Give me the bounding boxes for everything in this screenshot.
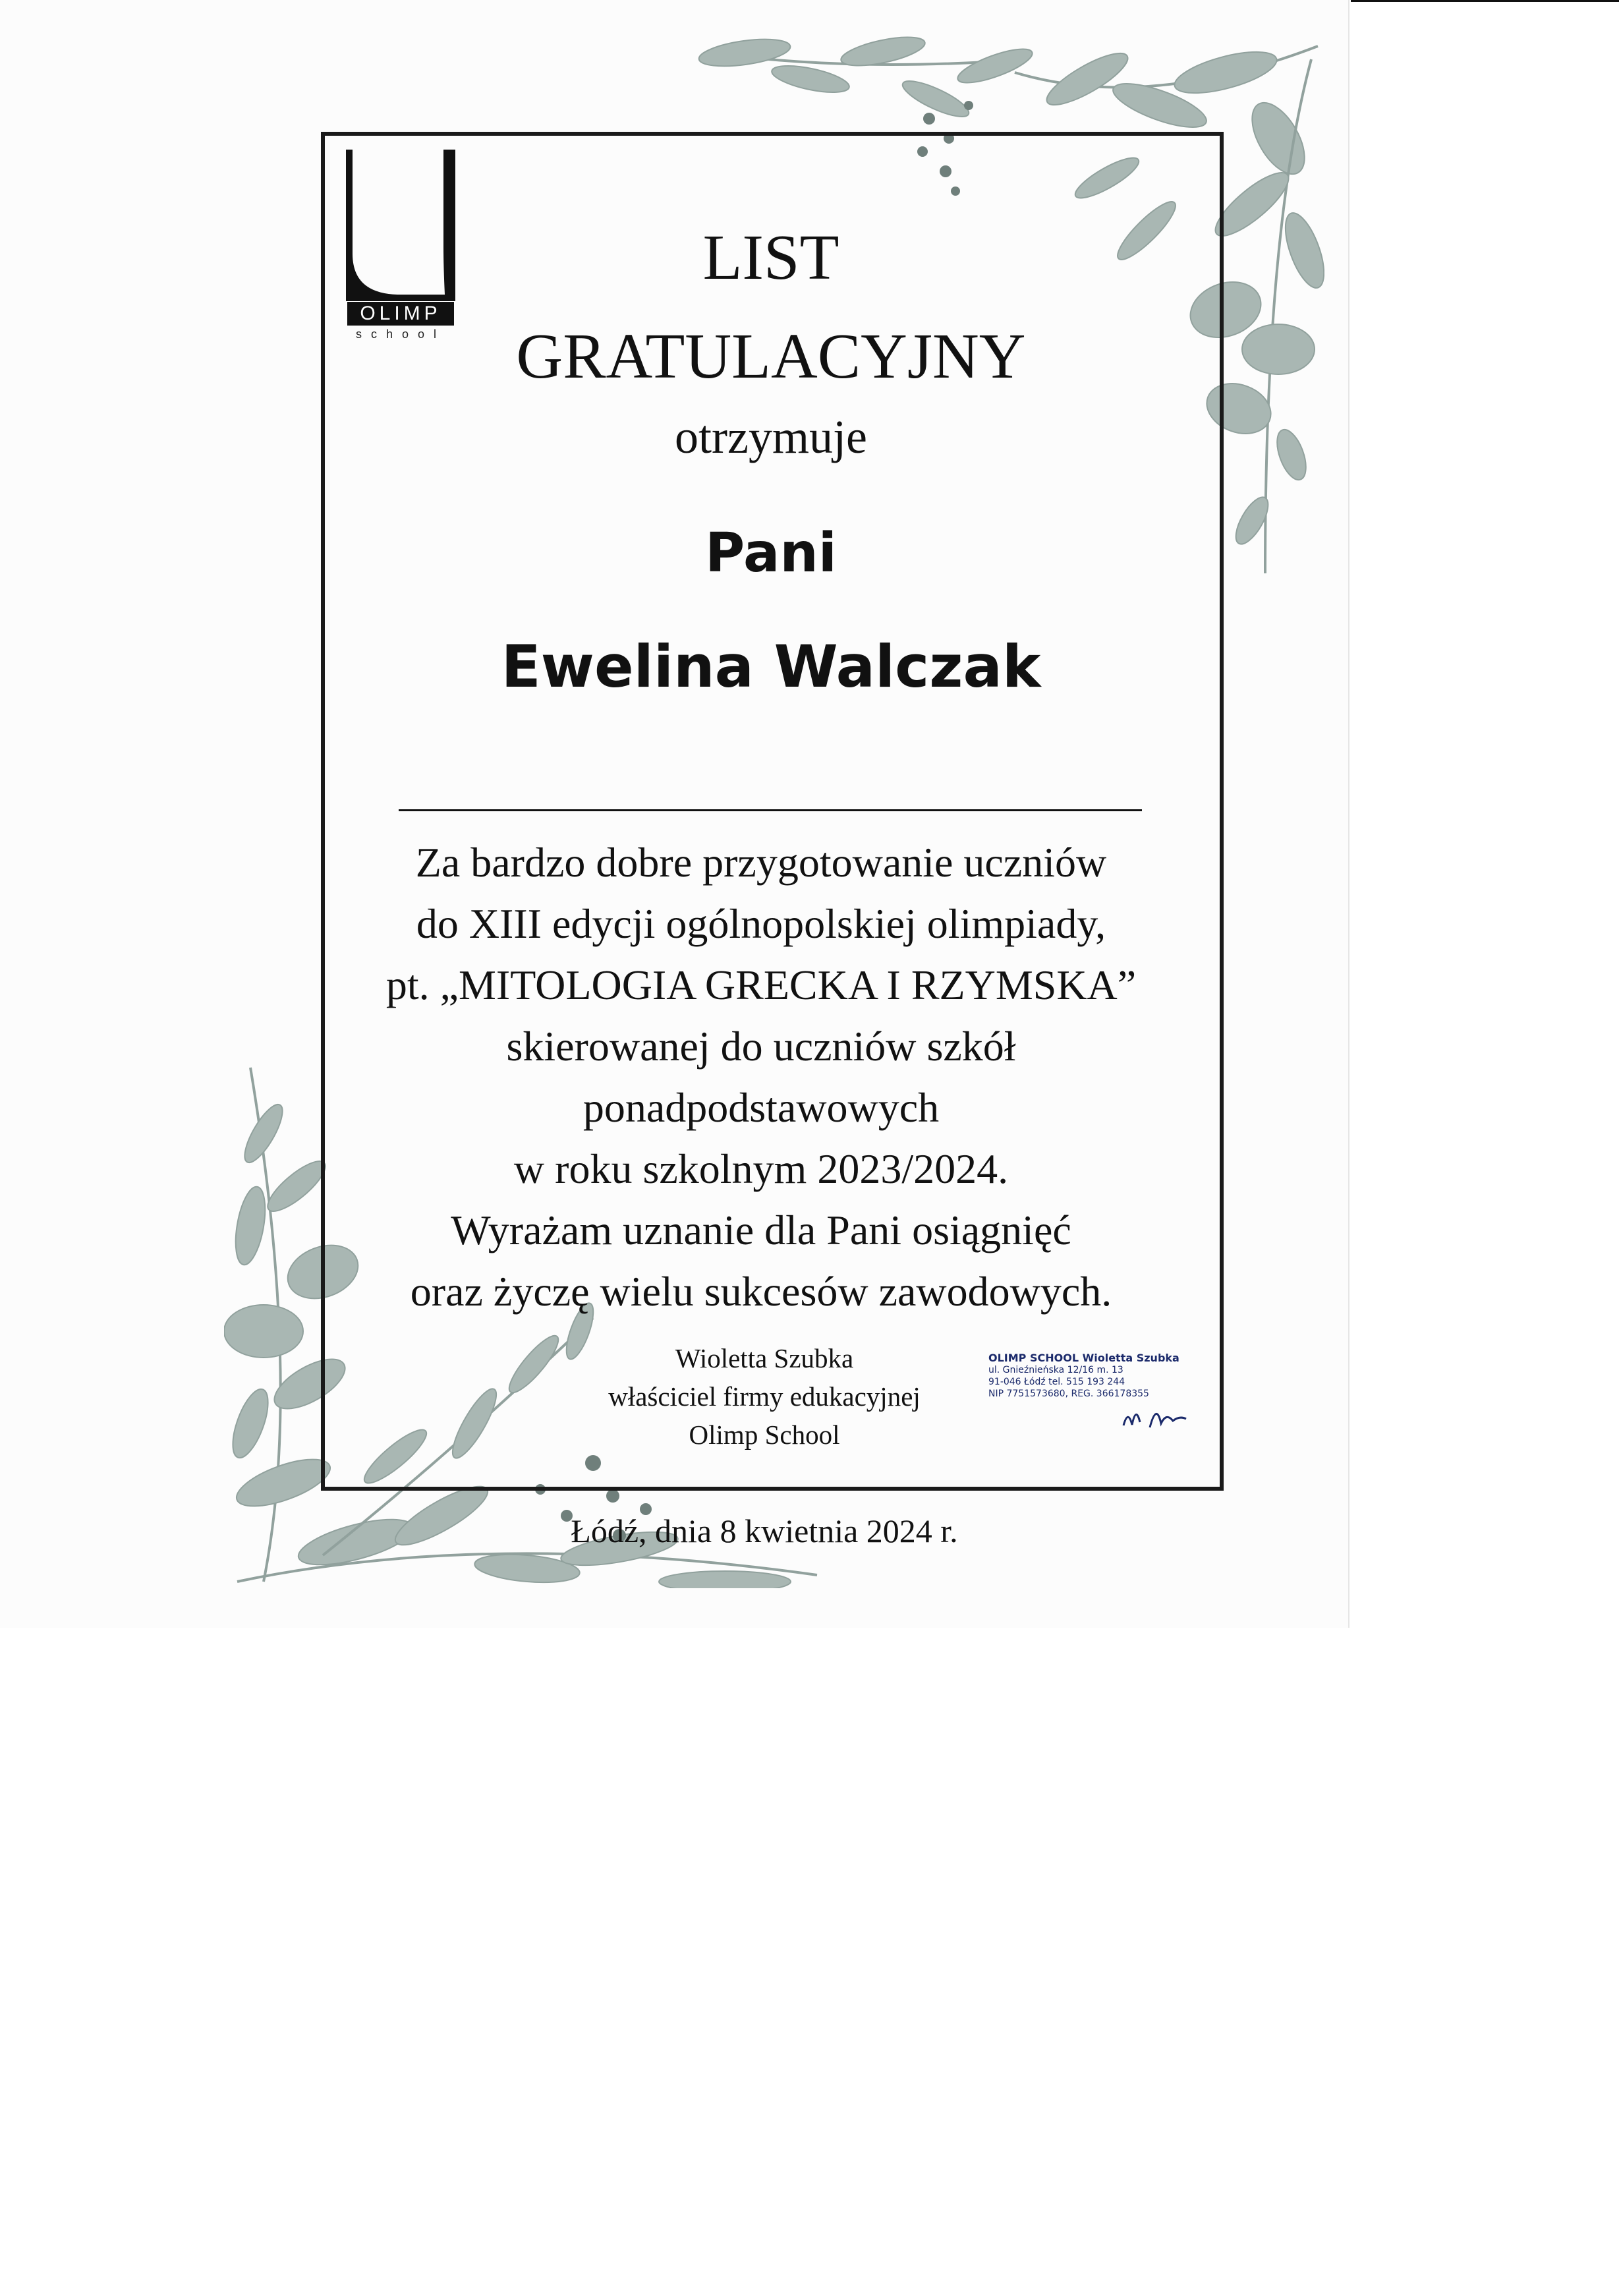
title-line-2: GRATULACYJNY bbox=[516, 321, 1026, 392]
place-and-date: Łódź, dnia 8 kwietnia 2024 r. bbox=[571, 1512, 958, 1549]
stamp-line: ul. Gnieźnieńska 12/16 m. 13 bbox=[988, 1365, 1123, 1375]
title-line-1: LIST bbox=[702, 222, 839, 293]
body-line: oraz życzę wielu sukcesów zawodowych. bbox=[410, 1268, 1112, 1315]
scan-edge-line bbox=[1351, 0, 1619, 2]
signer-block bbox=[554, 1339, 975, 1454]
stamp-line: NIP 7751573680, REG. 366178355 bbox=[988, 1389, 1149, 1399]
receives-label: otrzymuje bbox=[675, 411, 867, 463]
body-line: do XIII edycji ogólnopolskiej olimpiady, bbox=[416, 900, 1106, 947]
company-stamp bbox=[988, 1352, 1193, 1400]
logo-wordmark: OLIMP bbox=[347, 302, 454, 326]
handwritten-signature bbox=[1120, 1396, 1193, 1435]
body-line: w roku szkolnym 2023/2024. bbox=[513, 1145, 1009, 1192]
body-line: Za bardzo dobre przygotowanie uczniów bbox=[415, 839, 1107, 886]
certificate-body bbox=[283, 832, 1239, 1322]
signer-company: Olimp School bbox=[689, 1420, 840, 1450]
recipient-name: Ewelina Walczak bbox=[501, 633, 1041, 701]
body-line: Wyrażam uznanie dla Pani osiągnięć bbox=[451, 1207, 1071, 1253]
recipient-honorific: Pani bbox=[705, 522, 837, 585]
logo-subtitle: school bbox=[355, 328, 446, 341]
signer-name: Wioletta Szubka bbox=[675, 1343, 854, 1373]
body-line: pt. „MITOLOGIA GRECKA I RZYMSKA” bbox=[385, 961, 1137, 1008]
signer-role: właściciel firmy edukacyjnej bbox=[608, 1381, 921, 1412]
divider-line bbox=[399, 809, 1142, 811]
stamp-line: 91-046 Łódź tel. 515 193 244 bbox=[988, 1377, 1125, 1387]
body-line: ponadpodstawowych bbox=[582, 1084, 940, 1131]
body-line: skierowanej do uczniów szkół bbox=[506, 1023, 1016, 1070]
stamp-line: OLIMP SCHOOL Wioletta Szubka bbox=[988, 1352, 1179, 1364]
